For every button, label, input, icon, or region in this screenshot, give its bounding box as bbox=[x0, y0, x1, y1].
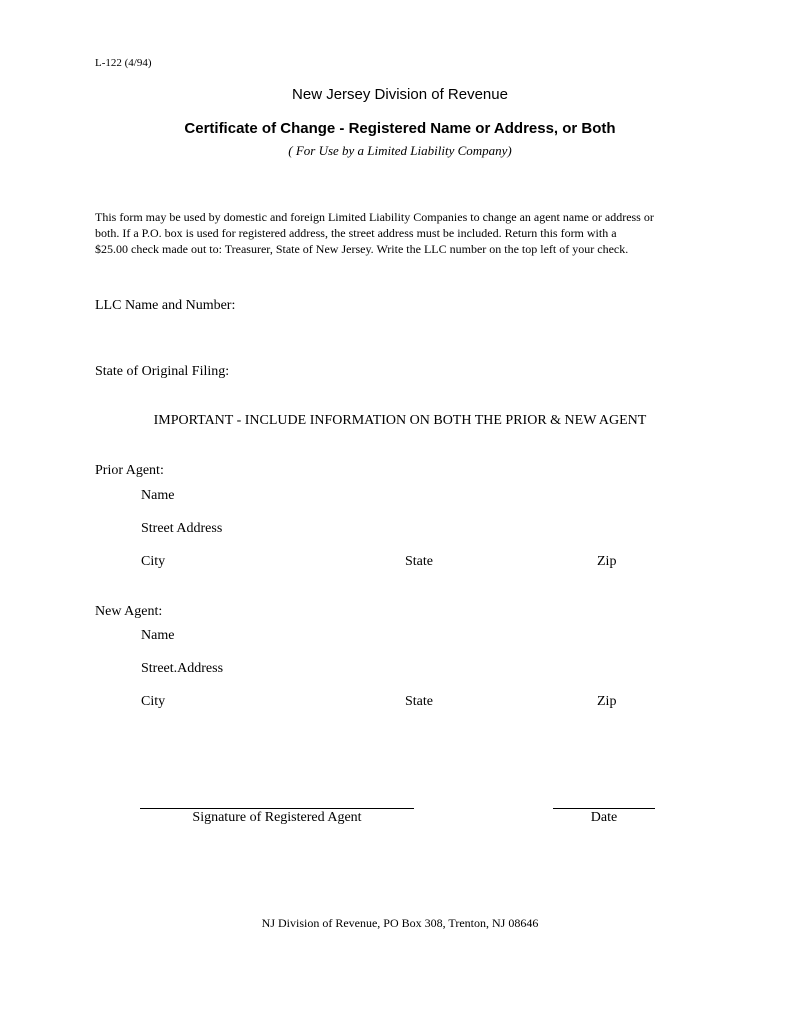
footer-address: NJ Division of Revenue, PO Box 308, Trenton, NJ 08646 bbox=[261, 916, 539, 930]
form-title: Certificate of Change - Registered Name or Address, or Both bbox=[184, 120, 616, 137]
new-agent-state-label: State bbox=[405, 694, 433, 709]
signature-label: Signature of Registered Agent bbox=[192, 810, 362, 825]
instructions-line: $25.00 check made out to: Treasurer, State of New Jersey. Write the LLC number on the top left of your check. bbox=[95, 242, 629, 256]
instructions-line: This form may be used by domestic and foreign Limited Liability Companies to change an agent name or address or bbox=[95, 210, 654, 224]
new-agent-street-label: Street.Address bbox=[141, 661, 224, 676]
instructions-paragraph bbox=[95, 209, 715, 257]
state-original-filing-label: State of Original Filing: bbox=[95, 364, 230, 379]
new-agent-zip-label: Zip bbox=[597, 694, 617, 709]
prior-agent-heading: Prior Agent: bbox=[95, 463, 164, 478]
new-agent-heading: New Agent: bbox=[95, 604, 163, 619]
form-code: L-122 (4/94) bbox=[95, 57, 152, 69]
signature-line bbox=[140, 808, 414, 809]
llc-name-number-label: LLC Name and Number: bbox=[95, 298, 236, 313]
prior-agent-state-label: State bbox=[405, 554, 433, 569]
prior-agent-name-label: Name bbox=[141, 488, 175, 503]
prior-agent-zip-label: Zip bbox=[597, 554, 617, 569]
prior-agent-street-label: Street Address bbox=[141, 521, 223, 536]
prior-agent-city-label: City bbox=[141, 554, 166, 569]
important-notice: IMPORTANT - INCLUDE INFORMATION ON BOTH THE PRIOR & NEW AGENT bbox=[153, 413, 647, 428]
date-label: Date bbox=[590, 810, 618, 825]
date-line bbox=[553, 808, 655, 809]
new-agent-city-label: City bbox=[141, 694, 166, 709]
form-subtitle: ( For Use by a Limited Liability Company) bbox=[288, 143, 512, 158]
new-agent-name-label: Name bbox=[141, 628, 175, 643]
instructions-line: both. If a P.O. box is used for registered address, the street address must be included. Return this form with a bbox=[95, 226, 617, 240]
agency-name: New Jersey Division of Revenue bbox=[292, 86, 508, 103]
